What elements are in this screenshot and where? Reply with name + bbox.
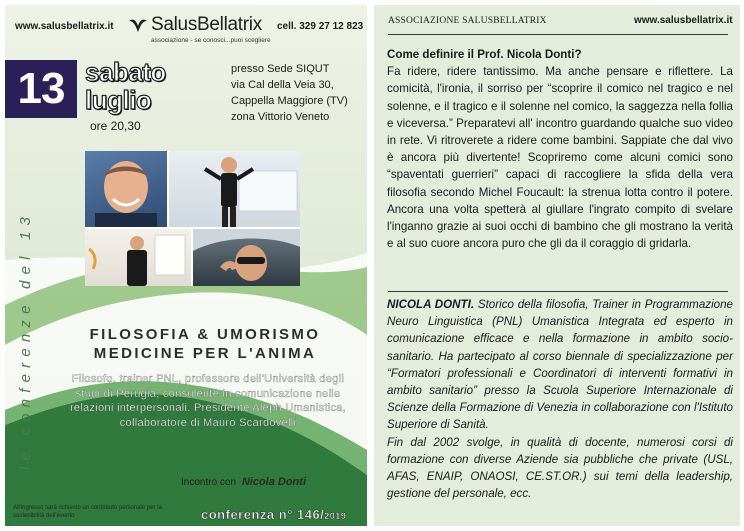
conference-label: conferenza n° 146/ xyxy=(201,507,325,522)
bio-name: NICOLA DONTI. xyxy=(387,298,475,311)
speaker-photo-stage xyxy=(169,151,300,227)
venue-line: via Cal della Veia 30, xyxy=(231,79,334,91)
bio-divider xyxy=(388,291,728,292)
speaker-photo-portrait xyxy=(85,151,167,227)
venue-line: Cappella Maggiore (TV) xyxy=(231,95,348,107)
series-vertical-label: le conferenze del 13 xyxy=(17,210,34,470)
flyer-back xyxy=(374,5,740,526)
header-website[interactable]: www.salusbellatrix.it xyxy=(15,21,114,32)
conference-number xyxy=(201,507,346,522)
header-phone: cell. 329 27 12 823 xyxy=(277,21,364,32)
event-venue xyxy=(231,61,348,125)
intro-text xyxy=(387,46,733,252)
intro-paragraph: Fa ridere, ridere tantissimo. Ma anche pensare e riflettere. La comicità, l'ironia, il sorriso per “scoprire il comico nel tragico e nel solenne, e il tragico e il solenne nel comico, la saggezza nella follia e viceversa.” Preparatevi all' incontro guardando qualche suo video in rete. Vi ritroverete a ridere come bambini. Sappiate che dal vivo è ancora più divertente! Scopriremo come alcuni comici sono “spaventati guerrieri” capaci di raccogliere la sfida della vera filosofia secondo Michel Foucault: la strenua lotta contro il potere. Ancora una volta spetterà al giullare l'ingrato compito di svelare l'inganno grazie ai suoi occhi di bambino che gli mostrano la verità e al suo cuore ancora puro che gli da il coraggio di gridarla. xyxy=(387,65,733,251)
meeting-with xyxy=(181,476,306,488)
event-title-line2: MEDICINE PER L'ANIMA xyxy=(93,345,317,362)
event-weekday: sabato xyxy=(85,57,166,87)
speaker-photo-car xyxy=(193,229,300,286)
venue-line: zona Vittorio Veneto xyxy=(231,111,330,123)
flyer-front xyxy=(5,5,367,526)
event-title-line1: FILOSOFIA & UMORISMO xyxy=(89,326,321,343)
header-divider xyxy=(388,34,728,35)
speaker-bio xyxy=(387,296,733,502)
event-month: luglio xyxy=(85,85,152,115)
intro-question: Come definire il Prof. Nicola Donti? xyxy=(387,48,582,61)
bio-text: Storico della filosofia, Trainer in Programmazione Neuro Linguistica (PNL) Umanistica Integrata ed esperto in comunicazione efficace e nella formazione in ambito socio-sanitario. Ha partecipato al corso biennale di specializzazione per “Formatori professionali e Coordinatori di interventi formativi in ambito sanitario” presso la Scuola Superiore Internazionale di Scienze della Formazione di Venezia in collaborazione con l'Istituto Superiore di Sanità. xyxy=(387,298,733,432)
bird-logo-icon xyxy=(127,15,149,37)
back-website[interactable]: www.salusbellatrix.it xyxy=(634,15,733,26)
conference-year: 2019 xyxy=(324,511,347,521)
entry-footnote: All'ingresso sarà richiesto un contributo personale per la sostenibilità dell'evento xyxy=(13,505,162,519)
bio-text-second: Fin dal 2002 svolge, in qualità di docente, numerosi corsi di formazione con diverse Aziende sia pubbliche che private (USL, AFAS, ENAIP, ONAOSI, CE.ST.OR.) sui temi della leadership, gestione del personale, ecc. xyxy=(387,435,733,501)
meeting-label: Incontro con xyxy=(181,477,237,488)
brand-name: SalusBellatrix xyxy=(151,14,262,35)
brand-logo xyxy=(127,11,271,47)
speaker-photo-presentation xyxy=(85,229,191,286)
speaker-photo-collage xyxy=(85,151,300,286)
speaker-name: Nicola Donti xyxy=(241,476,306,488)
association-name: ASSOCIAZIONE SALUSBELLATRIX xyxy=(388,16,547,26)
speaker-description: Filosofo, trainer PNL, professore dell'Università degli studi di Perugia, consulente in comunicazione nelle relazioni interpersonali. Presidente Aleph Umanistica, collaboratore di Mauro Scardovelli xyxy=(69,373,347,429)
brand-tagline: associazione - se conosci...puoi scegliere xyxy=(151,37,271,44)
venue-line: presso Sede SIQUT xyxy=(231,63,330,75)
event-time: ore 20,30 xyxy=(90,119,141,133)
event-day: 13 xyxy=(5,60,77,118)
